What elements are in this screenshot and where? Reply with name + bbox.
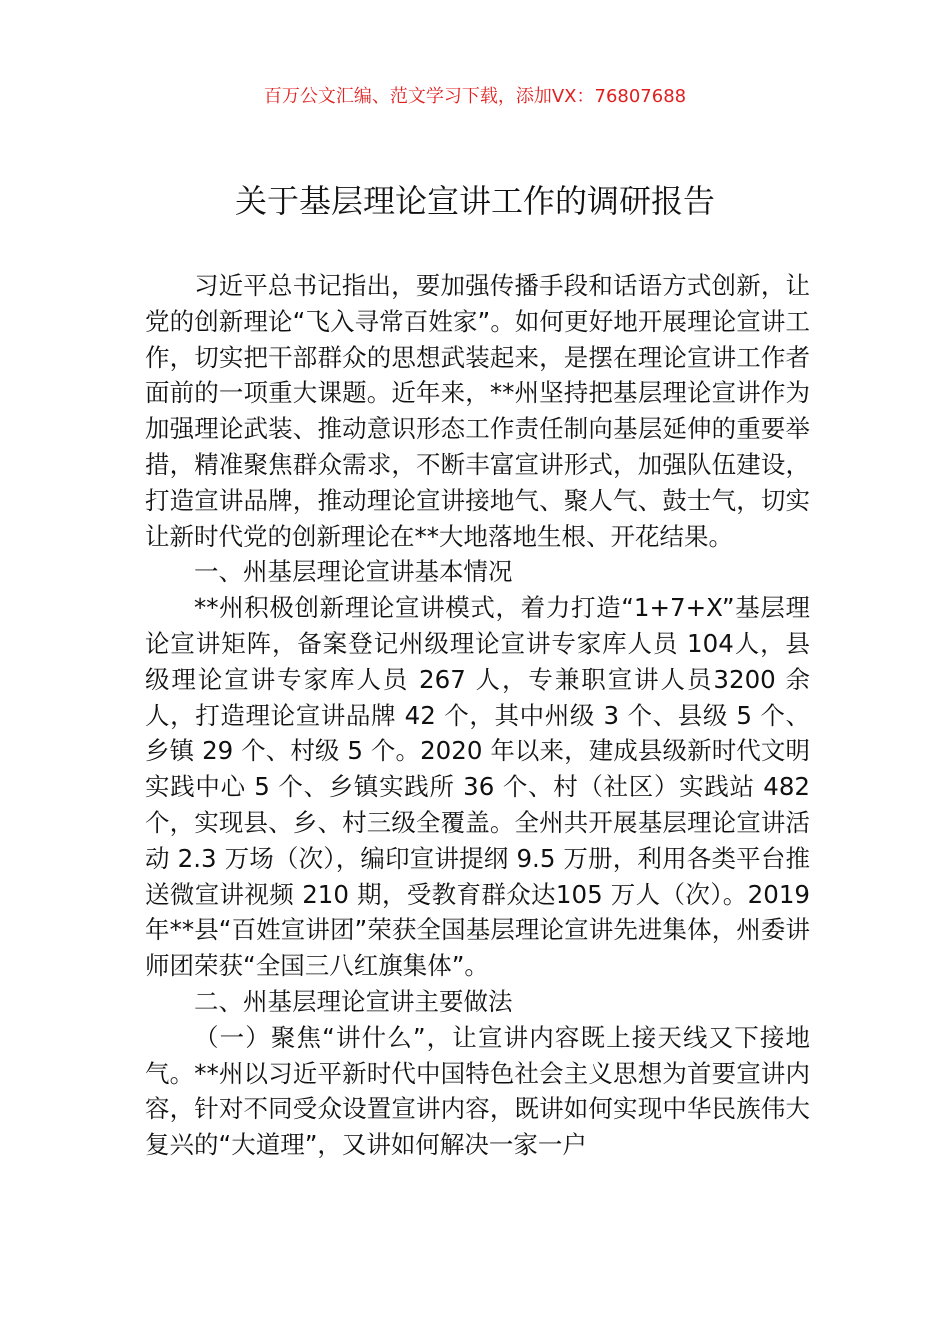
watermark-text: 百万公文汇编、范文学习下载，添加VX：76807688 xyxy=(263,86,687,107)
paragraph-intro: 习近平总书记指出，要加强传播手段和话语方式创新，让党的创新理论“飞入寻常百姓家”。如何更好地开展理论宣讲工作，切实把干部群众的思想武装起来，是摆在理论宣讲工作者面前的一项重大课题。近年来，**州坚持把基层理论宣讲作为加强理论武装、推动意识形态工作责任制向基层延伸的重要举措，精准聚焦群众需求，不断丰富宣讲形式，加强队伍建设，打造宣讲品牌，推动理论宣讲接地气、聚人气、鼓士气，切实让新时代党的创新理论在**大地落地生根、开花结果。 xyxy=(145,271,810,551)
section-heading-2: 二、州基层理论宣讲主要做法 xyxy=(194,986,513,1016)
section-heading-1: 一、州基层理论宣讲基本情况 xyxy=(194,557,513,587)
paragraph-basic-situation: **州积极创新理论宣讲模式，着力打造“1+7+X”基层理论宣讲矩阵，备案登记州级理论宣讲专家库人员 104人，县级理论宣讲专家库人员 267 人，专兼职宣讲人员3200 余人，打造理论宣讲品牌 42 个，其中州级 3 个、县级 5 个、乡镇 29 个、村级 5 个。2020 年以来，建成县级新时代文明实践中心 5 个、乡镇实践所 36 个、村（社区）实践站 482 个，实现县、乡、村三级全覆盖。全州共开展基层理论宣讲活动 2.3 万场（次），编印宣讲提纲 9.5 万册，利用各类平台推送微宣讲视频 210 期，受教育群众达105 万人（次）。2019 年**县“百姓宣讲团”荣获全国基层理论宣讲先进集体，州委讲师团荣获“全国三八红旗集体”。 xyxy=(145,593,810,981)
paragraph-subsection-1: （一）聚焦“讲什么”，让宣讲内容既上接天线又下接地气。**州以习近平新时代中国特色社会主义思想为首要宣讲内容，针对不同受众设置宣讲内容，既讲如何实现中华民族伟大复兴的“大道理”，又讲如何解决一家一户 xyxy=(145,1022,810,1160)
document-body xyxy=(145,268,810,1163)
document-title: 关于基层理论宣讲工作的调研报告 xyxy=(234,182,715,220)
